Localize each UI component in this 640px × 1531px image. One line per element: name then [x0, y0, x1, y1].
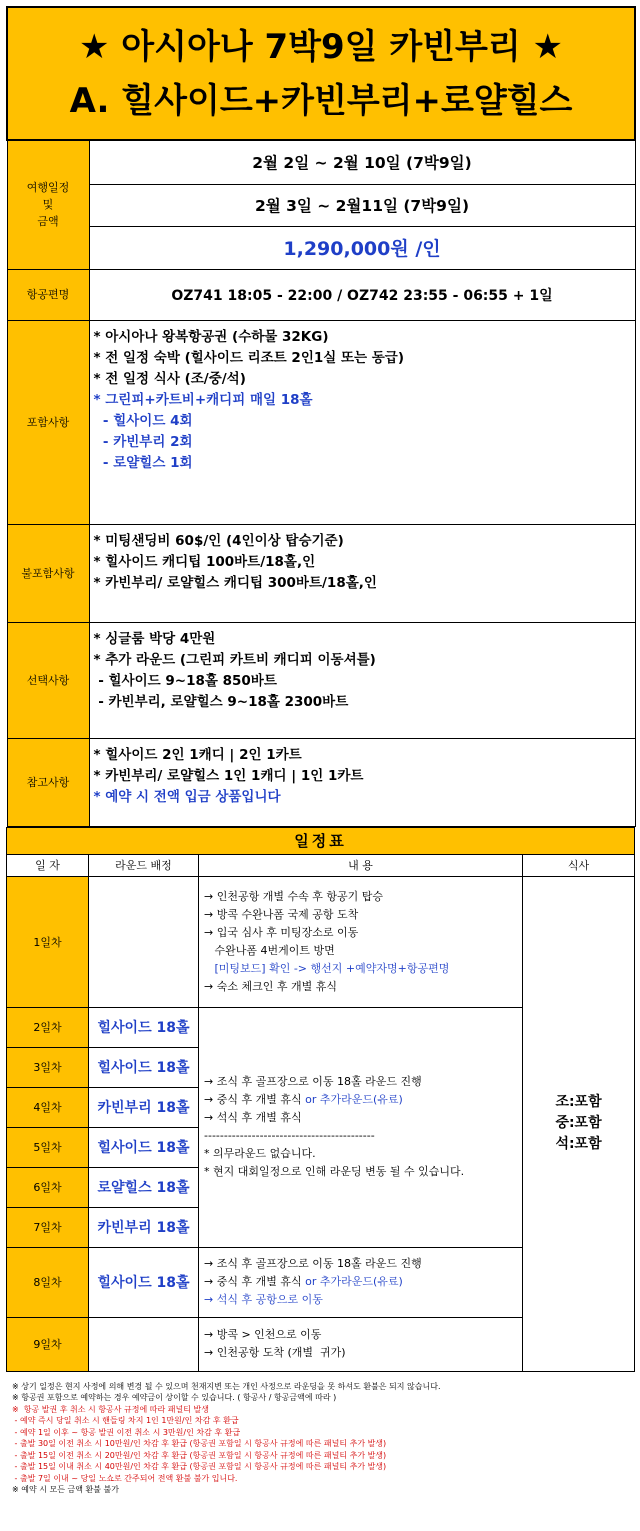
list-line: * 예약 시 전액 입금 상품입니다 [93, 788, 281, 805]
list-line: - 출발 15일 이전 취소 시 20만원/인 차감 후 환급 (항공권 포함일 시 항공사 규정에 따른 패널티 추가 발생) [12, 1450, 387, 1460]
notes [6, 1372, 634, 1496]
list-line: * 힐사이드 2인 1캐디 | 2인 1카트 [93, 746, 302, 763]
list-line: * 아시아나 왕복항공권 (수하물 32KG) [93, 328, 329, 345]
reference-list [89, 738, 635, 826]
day-7: 7일차 [7, 1207, 89, 1247]
round-day-9 [89, 1317, 199, 1371]
list-line: → 방콕 > 인천으로 이동 [204, 1328, 322, 1341]
round-day-1 [89, 876, 199, 1007]
header-round: 라운드 배정 [89, 854, 199, 876]
flight-info: OZ741 18:05 - 22:00 / OZ742 23:55 - 06:55 + 1일 [89, 269, 635, 320]
included-label: 포함사항 [7, 320, 89, 524]
list-line: ※ 항공 발권 후 취소 시 항공사 규정에 따라 패널티 발생 [12, 1404, 209, 1414]
day-6: 6일차 [7, 1167, 89, 1207]
list-line: * 전 일정 숙박 (힐사이드 리조트 2인1실 또는 동급) [93, 349, 405, 366]
list-line: - 출발 15일 이내 취소 시 40만원/인 차감 후 환급 (항공권 포함일 시 항공사 규정에 따른 패널티 추가 발생) [12, 1462, 387, 1471]
day-9: 9일차 [7, 1317, 89, 1371]
list-line: * 카빈부리/ 로얄힐스 캐디팁 300바트/18홀,인 [93, 574, 377, 591]
list-line: → 석식 후 개별 휴식 [204, 1111, 302, 1124]
line-part: → 중식 후 개별 휴식 [204, 1093, 306, 1106]
list-line: * 미팅샌딩비 60$/인 (4인이상 탑승기준) [93, 532, 344, 549]
list-line: * 싱글룸 박당 4만원 [93, 630, 216, 647]
list-line: - 출발 7일 이내 ~ 당일 노쇼로 간주되어 전액 환불 불가 입니다. [12, 1473, 238, 1483]
optional-list [89, 622, 635, 738]
title-line-1: ★ 아시아나 7박9일 카빈부리 ★ [78, 26, 564, 67]
list-line: - 예약 1일 이후 ~ 항공 발권 이전 취소 시 3만원/인 차감 후 환급 [12, 1427, 241, 1437]
day-5: 5일차 [7, 1127, 89, 1167]
list-line: → 방콕 수완나폼 국제 공항 도착 [204, 907, 359, 921]
list-line: - 힐사이드 9~18홀 850바트 [93, 672, 277, 689]
line-part-highlight: or 추가라운드(유료) [305, 1275, 403, 1288]
list-line: → 인천공항 도착 (개별 귀가) [204, 1346, 346, 1359]
price: 1,290,000원 /인 [89, 226, 635, 269]
list-line: * 현지 대회일정으로 인해 라운딩 변동 될 수 있습니다. [204, 1165, 465, 1178]
list-line: ※ 항공권 포함으로 예약하는 경우 예약금이 상이할 수 있습니다. ( 항공사 / 항공금액에 따라 ) [12, 1393, 337, 1402]
day-3: 3일차 [7, 1047, 89, 1087]
list-line: 수완나폼 4번게이트 방면 [204, 943, 335, 957]
list-line [204, 1273, 518, 1291]
list-line: → 숙소 체크인 후 개별 휴식 [204, 979, 337, 993]
day-1: 1일차 [7, 876, 89, 1007]
list-line [204, 1091, 518, 1109]
round-day-6: 로얄힐스 18홀 [89, 1167, 199, 1207]
meal-dinner: 석:포함 [555, 1136, 602, 1152]
reference-label: 참고사항 [7, 738, 89, 826]
list-line: - 로얄힐스 1회 [93, 454, 193, 471]
list-line: → 입국 심사 후 미팅장소로 이동 [204, 925, 359, 939]
list-line: * 힐사이드 캐디팁 100바트/18홀,인 [93, 553, 316, 570]
round-day-7: 카빈부리 18홀 [89, 1207, 199, 1247]
list-line: * 카빈부리/ 로얄힐스 1인 1캐디 | 1인 1카트 [93, 767, 364, 784]
date-option-2: 2월 3일 ~ 2월11일 (7박9일) [89, 184, 635, 226]
list-line: - 카빈부리, 로얄힐스 9~18홀 2300바트 [93, 693, 349, 710]
day-4: 4일차 [7, 1087, 89, 1127]
meals [523, 876, 635, 1371]
meal-lunch: 중:포함 [555, 1115, 602, 1131]
list-line: - 출발 30일 이전 취소 시 10만원/인 차감 후 환급 (항공권 포함일 시 항공사 규정에 따른 패널티 추가 발생) [12, 1439, 387, 1448]
day-2: 2일차 [7, 1007, 89, 1047]
header-meals: 식사 [523, 854, 635, 876]
round-day-4: 카빈부리 18홀 [89, 1087, 199, 1127]
schedule-price-label: 여행일정 및 금액 [7, 140, 89, 269]
schedule-table [6, 827, 635, 1372]
line-part: → 중식 후 개별 휴식 [204, 1275, 306, 1288]
content-day-8 [199, 1247, 523, 1317]
tour-flyer [0, 6, 640, 1531]
list-line: * 그린피+카트비+캐디피 매일 18홀 [93, 391, 313, 408]
header-day: 일 자 [7, 854, 89, 876]
optional-label: 선택사항 [7, 622, 89, 738]
summary-table [6, 6, 636, 827]
included-list [89, 320, 635, 524]
list-line: [미팅보드] 확인 -> 행선지 +예약자명+항공편명 [204, 961, 450, 975]
schedule-title: 일정표 [7, 827, 635, 854]
list-line: → 조식 후 골프장으로 이동 18홀 라운드 진행 [204, 1257, 422, 1270]
content-day-1 [199, 876, 523, 1007]
list-line: - 힐사이드 4회 [93, 412, 193, 429]
list-line: → 석식 후 공항으로 이동 [204, 1293, 323, 1306]
list-line: - 카빈부리 2회 [93, 433, 193, 450]
excluded-list [89, 524, 635, 622]
list-line: * 의무라운드 없습니다. [204, 1147, 316, 1160]
title-block [7, 7, 635, 140]
header-content: 내 용 [199, 854, 523, 876]
list-line: ------------------------------------------- [204, 1129, 375, 1142]
round-day-2: 힐사이드 18홀 [89, 1007, 199, 1047]
list-line: → 조식 후 골프장으로 이동 18홀 라운드 진행 [204, 1075, 422, 1088]
date-option-1: 2월 2일 ~ 2월 10일 (7박9일) [89, 140, 635, 184]
list-line: ※ 상기 일정은 현지 사정에 의해 변경 될 수 있으며 천재지변 또는 개인 사정으로 라운딩을 못 하셔도 환불은 되지 않습니다. [12, 1381, 441, 1391]
round-day-3: 힐사이드 18홀 [89, 1047, 199, 1087]
day-8: 8일차 [7, 1247, 89, 1317]
list-line: * 추가 라운드 (그린피 카트비 캐디피 이동셔틀) [93, 651, 376, 668]
excluded-label: 불포함사항 [7, 524, 89, 622]
round-day-8: 힐사이드 18홀 [89, 1247, 199, 1317]
list-line: ※ 예약 시 모든 금액 환불 불가 [12, 1485, 119, 1494]
content-golf-days [199, 1007, 523, 1247]
content-day-9 [199, 1317, 523, 1371]
title-line-2: A. 힐사이드+카빈부리+로얄힐스 [69, 80, 573, 121]
list-line: → 인천공항 개별 수속 후 항공기 탑승 [204, 889, 383, 903]
meal-breakfast: 조:포함 [555, 1094, 602, 1110]
list-line: - 예약 즉시 당일 취소 시 핸들링 차지 1인 1만원/인 차감 후 환급 [12, 1416, 239, 1425]
round-day-5: 힐사이드 18홀 [89, 1127, 199, 1167]
list-line: * 전 일정 식사 (조/중/석) [93, 370, 246, 387]
line-part-highlight: or 추가라운드(유료) [305, 1093, 403, 1106]
flight-label: 항공편명 [7, 269, 89, 320]
